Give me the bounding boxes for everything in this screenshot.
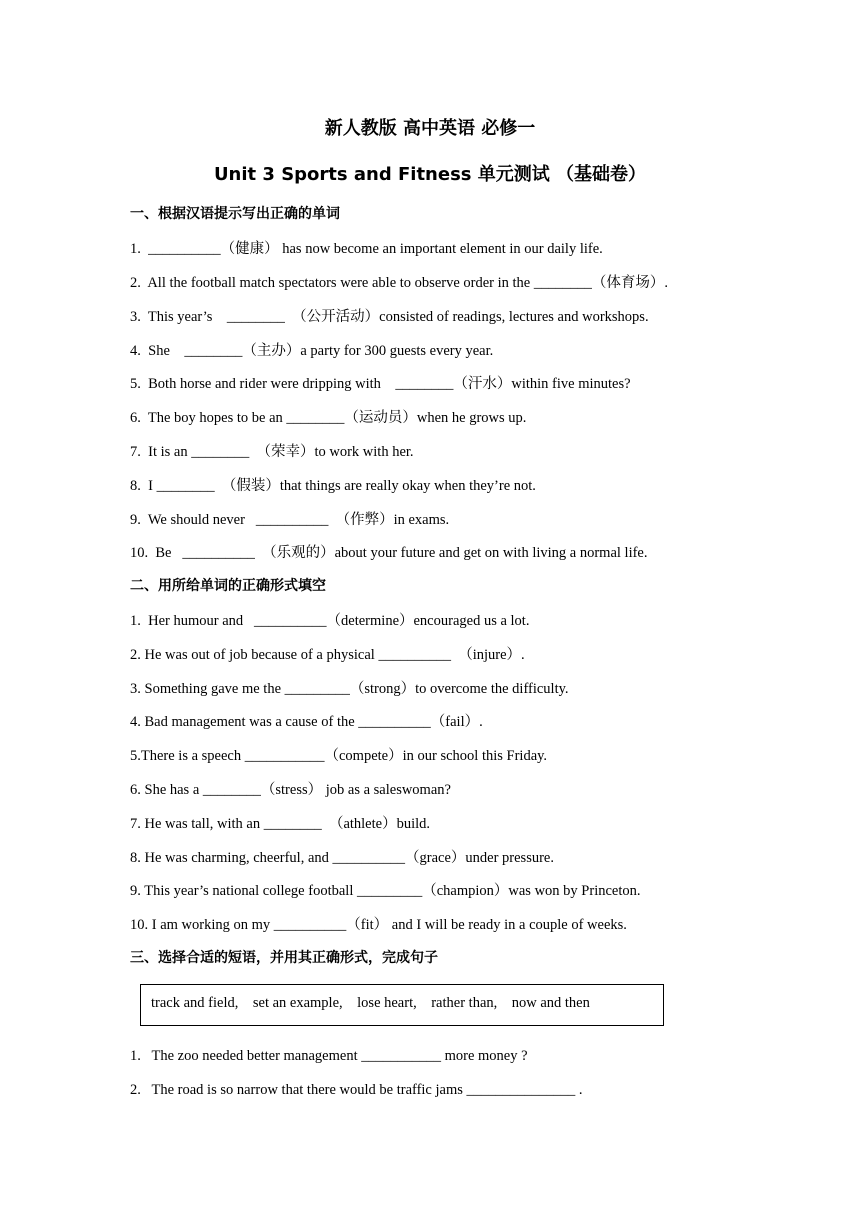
exercise-item: 8. He was charming, cheerful, and __________（grace）under pressure. [130, 850, 554, 866]
exercise-item: 10. Be __________ （乐观的）about your future and get on with living a normal life. [130, 545, 648, 561]
section-3-heading: 三、选择合适的短语，并用其正确形式，完成句子 [130, 950, 438, 966]
exercise-item: 6. The boy hopes to be an ________（运动员）when he grows up. [130, 410, 527, 426]
exercise-item: 2. The road is so narrow that there would be traffic jams _______________ . [130, 1082, 583, 1098]
section-1-heading: 一、根据汉语提示写出正确的单词 [130, 206, 340, 222]
phrase-list: track and field, set an example, lose heart, rather than, now and then [151, 995, 590, 1011]
exercise-item: 6. She has a ________（stress） job as a saleswoman? [130, 782, 451, 798]
exercise-item: 7. He was tall, with an ________ （athlete）build. [130, 816, 431, 832]
exercise-item: 1. __________（健康） has now become an important element in our daily life. [130, 241, 603, 257]
phrase-box [140, 984, 664, 1026]
exercise-item: 9. This year’s national college football _________（champion）was won by Princeton. [130, 883, 641, 899]
exercise-item: 3. Something gave me the _________（strong）to overcome the difficulty. [130, 681, 569, 697]
exercise-item: 4. Bad management was a cause of the __________（fail）. [130, 714, 483, 730]
section-2-heading: 二、用所给单词的正确形式填空 [130, 578, 326, 594]
exercise-item: 3. This year’s ________ （公开活动）consisted of readings, lectures and workshops. [130, 309, 649, 325]
exercise-item: 5.There is a speech ___________（compete）in our school this Friday. [130, 748, 548, 764]
exercise-item: 1. The zoo needed better management ___________ more money ? [130, 1048, 528, 1064]
exercise-item: 4. She ________（主办）a party for 300 guests every year. [130, 343, 494, 359]
exercise-item: 10. I am working on my __________（fit） and I will be ready in a couple of weeks. [130, 917, 627, 933]
exercise-item: 9. We should never __________ （作弊）in exams. [130, 512, 450, 528]
document-title: 新人教版 高中英语 必修一 [324, 118, 536, 139]
exercise-item: 5. Both horse and rider were dripping with ________（汗水）within five minutes? [130, 376, 631, 392]
exercise-item: 1. Her humour and __________（determine）encouraged us a lot. [130, 613, 530, 629]
exercise-item: 2. All the football match spectators were able to observe order in the ________（体育场）. [130, 275, 668, 291]
exercise-item: 7. It is an ________ （荣幸）to work with her. [130, 444, 414, 460]
exercise-item: 2. He was out of job because of a physical __________ （injure）. [130, 647, 525, 663]
exercise-item: 8. I ________ （假装）that things are really okay when they’re not. [130, 478, 536, 494]
document-subtitle: Unit 3 Sports and Fitness 单元测试 （基础卷） [213, 164, 647, 185]
